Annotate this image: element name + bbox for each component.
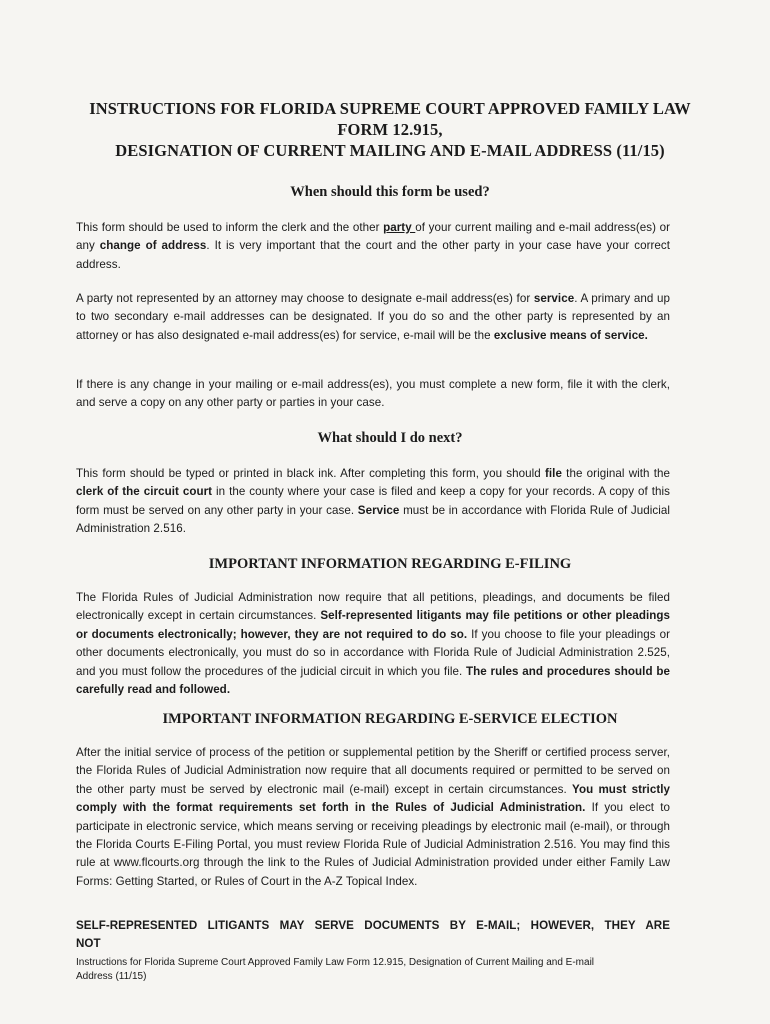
paragraph-email-service	[76, 290, 670, 345]
text: After the initial service of process of the petition or supplemental petition by the Sheriff or certified process server, the Florida Rules of Judicial Administration now require that all documents required or permitted to be served on the other party must be served by electronic mail (e-mail) except in certain circumstances.	[76, 746, 670, 796]
title-line-2: FORM 12.915,	[337, 120, 443, 139]
party-term: party	[383, 221, 416, 234]
title-line-3: DESIGNATION OF CURRENT MAILING AND E-MAIL ADDRESS (11/15)	[115, 141, 665, 160]
bold-text: file	[545, 467, 562, 480]
section-heading-next: What should I do next?	[317, 430, 463, 446]
text: A party not represented by an attorney may choose to designate e-mail address(es) for	[76, 292, 534, 305]
page-footer	[76, 956, 676, 984]
bold-text: You must strictly comply with the format requirements set forth in the Rules of Judicial Administration.	[76, 782, 671, 815]
text: in the county where your case is filed and keep a copy for your records. A copy of this form must be served on any other party in your case.	[76, 485, 671, 517]
bold-text: service	[533, 292, 575, 305]
text: of your current mailing and e-mail address(es) or any	[76, 221, 670, 253]
bold-text: Self-represented litigants may file petitions or other pleadings or documents electronically; however, they are not required to do so.	[76, 609, 670, 641]
bold-text: change of address	[99, 239, 207, 253]
paragraph-next-steps	[76, 465, 670, 539]
text: . It is very important that the court and the other party in your case have your correct address.	[76, 239, 671, 271]
paragraph-eservice	[76, 744, 670, 891]
text: must be in accordance with Florida Rule of Judicial Administration 2.516.	[76, 503, 670, 536]
footer-line-1: Instructions for Florida Supreme Court Approved Family Law Form 12.915, Designation of Current Mailing and E-mail	[76, 957, 595, 968]
document-title	[70, 98, 710, 161]
section-heading-eservice: IMPORTANT INFORMATION REGARDING E-SERVICE ELECTION	[162, 711, 618, 727]
text: . A primary and up to two secondary e-mail addresses can be designated. If you do so and the other party is represented by an attorney or has also designated e-mail address(es) for service, e-mail will be the	[76, 292, 670, 342]
text: If you choose to file your pleadings or other documents electronically, you must do so in accordance with Florida Rule of Judicial Administration 2.525, and you must follow the procedures of the judicial circuit in which you file.	[76, 627, 670, 678]
paragraph-efiling	[76, 589, 670, 699]
paragraph-self-represented: SELF-REPRESENTED LITIGANTS MAY SERVE DOCUMENTS BY E-MAIL; HOWEVER, THEY ARE NOT	[76, 919, 670, 951]
text: the original with the	[561, 467, 671, 480]
bold-text: Service	[357, 503, 400, 517]
bold-text: exclusive means of service.	[493, 328, 648, 342]
text: This form should be typed or printed in black ink. After completing this form, you should	[76, 467, 545, 480]
text: This form should be used to inform the clerk and the other	[76, 221, 384, 234]
title-line-1: INSTRUCTIONS FOR FLORIDA SUPREME COURT APPROVED FAMILY LAW	[89, 99, 691, 118]
paragraph-change-address: If there is any change in your mailing or e-mail address(es), you must complete a new form, file it with the clerk, and serve a copy on any other party or parties in your case.	[76, 378, 670, 410]
text: The Florida Rules of Judicial Administration now require that all petitions, pleadings, and documents be filed electronically except in certain circumstances.	[76, 591, 670, 623]
section-heading-efiling: IMPORTANT INFORMATION REGARDING E-FILING	[208, 556, 572, 572]
bold-text: clerk of the circuit court	[76, 485, 213, 499]
text: If you elect to participate in electronic service, which means serving or receiving pleadings by electronic mail (e-mail), or through the Florida Courts E-Filing Portal, you must review Florida Rule of Judicial Administration 2.516. You may find this rule at www.flcourts.org through the link to the Rules of Judicial Administration provided under either Family Law Forms: Getting Started, or Rules of Court in the A-Z Topical Index.	[76, 801, 670, 888]
paragraph-purpose	[76, 219, 670, 274]
footer-line-2: Address (11/15)	[76, 971, 147, 982]
bold-text: The rules and procedures should be carefully read and followed.	[76, 664, 670, 697]
section-heading-when: When should this form be used?	[290, 184, 490, 200]
